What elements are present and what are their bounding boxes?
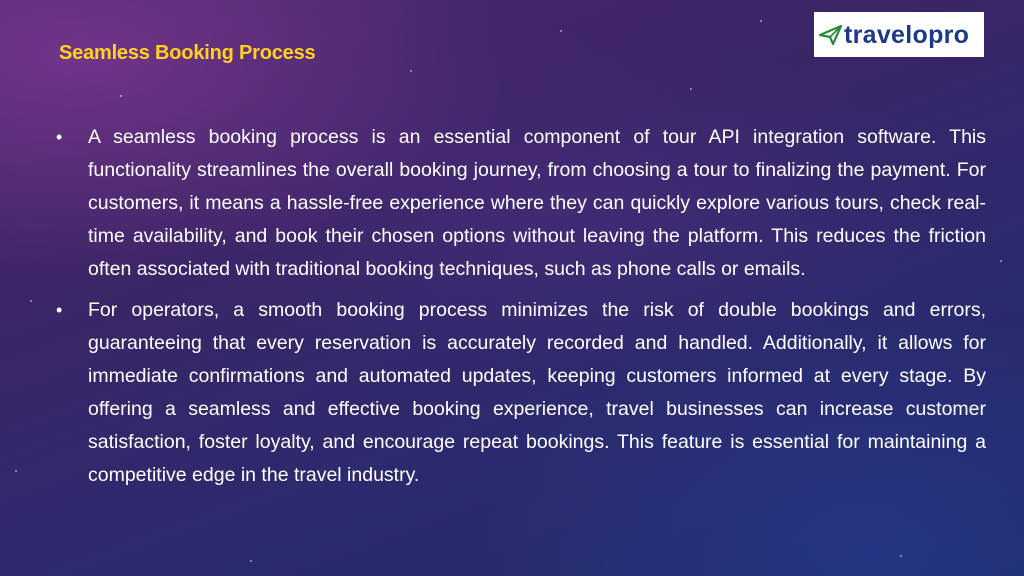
star-decoration xyxy=(410,70,412,72)
star-decoration xyxy=(760,20,762,22)
bullet-item xyxy=(54,121,986,286)
star-decoration xyxy=(690,88,692,90)
logo-wordmark: travelopro xyxy=(844,20,970,49)
bullet-marker: • xyxy=(56,300,63,320)
travelopro-logo xyxy=(814,12,984,57)
logo-graphic xyxy=(817,18,981,52)
star-decoration xyxy=(30,300,32,302)
star-decoration xyxy=(1000,260,1002,262)
bullet-text: A seamless booking process is an essential component of tour API integration software. This functionality streamlines the overall booking journey, from choosing a tour to finalizing the payment. For customers, it means a hassle-free experience where they can quickly explore various tours, check real-time availability, and book their chosen options without leaving the platform. This reduces the friction often associated with traditional booking techniques, such as phone calls or emails. xyxy=(88,126,986,280)
bullet-item xyxy=(54,294,986,492)
bullet-list xyxy=(54,121,986,500)
paper-plane-icon xyxy=(820,26,841,44)
slide-title: Seamless Booking Process xyxy=(59,42,316,64)
bullet-marker: • xyxy=(56,127,63,147)
star-decoration xyxy=(15,470,17,472)
star-decoration xyxy=(560,30,562,32)
star-decoration xyxy=(250,560,252,562)
star-decoration xyxy=(120,95,122,97)
bullet-text: For operators, a smooth booking process minimizes the risk of double bookings and errors, guaranteeing that every reservation is accurately recorded and handled. Additionally, it allows for immediate confirmations and automated updates, keeping customers informed at every stage. By offering a seamless and effective booking experience, travel businesses can increase customer satisfaction, foster loyalty, and encourage repeat bookings. This feature is essential for maintaining a competitive edge in the travel industry. xyxy=(88,299,986,486)
star-decoration xyxy=(900,555,902,557)
